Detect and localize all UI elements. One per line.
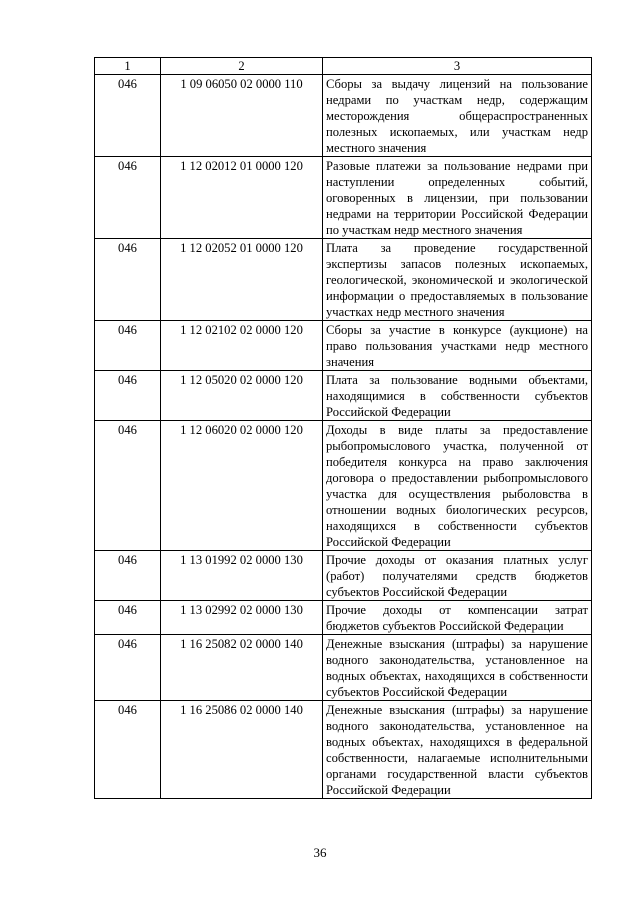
revenue-name-cell: Плата за проведение государственной экспертизы запасов полезных ископаемых, геологической, экономической и экологической информации о предоставляемых в пользование участках недр местного значения	[323, 239, 592, 321]
column-header-3: 3	[323, 58, 592, 75]
revenue-name-cell: Плата за пользование водными объектами, находящимися в собственности субъектов Российской Федерации	[323, 371, 592, 421]
revenue-name-cell: Прочие доходы от компенсации затрат бюджетов субъектов Российской Федерации	[323, 601, 592, 635]
revenue-name-cell: Денежные взыскания (штрафы) за нарушение водного законодательства, установленное на водных объектах, находящихся в федеральной собственности, налагаемые исполнительными органами государственной власти субъектов Российской Федерации	[323, 701, 592, 799]
revenue-code-cell: 1 16 25082 02 0000 140	[161, 635, 323, 701]
table-row	[95, 321, 592, 371]
admin-code-cell: 046	[95, 75, 161, 157]
table-row	[95, 421, 592, 551]
revenue-code-cell: 1 12 06020 02 0000 120	[161, 421, 323, 551]
table-header-row	[95, 58, 592, 75]
admin-code-cell: 046	[95, 157, 161, 239]
table-row	[95, 239, 592, 321]
revenue-code-cell: 1 09 06050 02 0000 110	[161, 75, 323, 157]
page-number: 36	[313, 845, 327, 860]
revenue-name-cell: Прочие доходы от оказания платных услуг (работ) получателями средств бюджетов субъектов Российской Федерации	[323, 551, 592, 601]
admin-code-cell: 046	[95, 601, 161, 635]
revenue-code-cell: 1 12 02102 02 0000 120	[161, 321, 323, 371]
revenue-code-cell: 1 13 02992 02 0000 130	[161, 601, 323, 635]
revenue-code-cell: 1 13 01992 02 0000 130	[161, 551, 323, 601]
revenue-name-cell: Разовые платежи за пользование недрами при наступлении определенных событий, оговоренных в лицензии, при пользовании недрами на территории Российской Федерации по участкам недр местного значения	[323, 157, 592, 239]
revenue-code-cell: 1 12 02052 01 0000 120	[161, 239, 323, 321]
revenue-name-cell: Доходы в виде платы за предоставление рыбопромыслового участка, полученной от победителя конкурса на право заключения договора о предоставлении рыбопромыслового участка для осуществления рыболовства в отношении водных биологических ресурсов, находящихся в собственности субъектов Российской Федерации	[323, 421, 592, 551]
admin-code-cell: 046	[95, 321, 161, 371]
table-body	[95, 75, 592, 799]
admin-code-cell: 046	[95, 701, 161, 799]
admin-code-cell: 046	[95, 371, 161, 421]
table-row	[95, 157, 592, 239]
column-header-1: 1	[95, 58, 161, 75]
admin-code-cell: 046	[95, 239, 161, 321]
admin-code-cell: 046	[95, 421, 161, 551]
revenue-name-cell: Сборы за выдачу лицензий на пользование недрами по участкам недр, содержащим месторождения общераспространенных полезных ископаемых, или участкам недр местного значения	[323, 75, 592, 157]
table-row	[95, 635, 592, 701]
table-row	[95, 551, 592, 601]
table-row	[95, 371, 592, 421]
revenue-code-cell: 1 12 02012 01 0000 120	[161, 157, 323, 239]
table-row	[95, 701, 592, 799]
revenue-name-cell: Денежные взыскания (штрафы) за нарушение водного законодательства, установленное на водных объектах, находящихся в собственности субъектов Российской Федерации	[323, 635, 592, 701]
revenue-code-cell: 1 16 25086 02 0000 140	[161, 701, 323, 799]
revenue-code-cell: 1 12 05020 02 0000 120	[161, 371, 323, 421]
table-row	[95, 75, 592, 157]
revenue-name-cell: Сборы за участие в конкурсе (аукционе) на право пользования участками недр местного значения	[323, 321, 592, 371]
table-row	[95, 601, 592, 635]
admin-code-cell: 046	[95, 635, 161, 701]
admin-code-cell: 046	[95, 551, 161, 601]
revenue-codes-table	[94, 57, 592, 799]
column-header-2: 2	[161, 58, 323, 75]
